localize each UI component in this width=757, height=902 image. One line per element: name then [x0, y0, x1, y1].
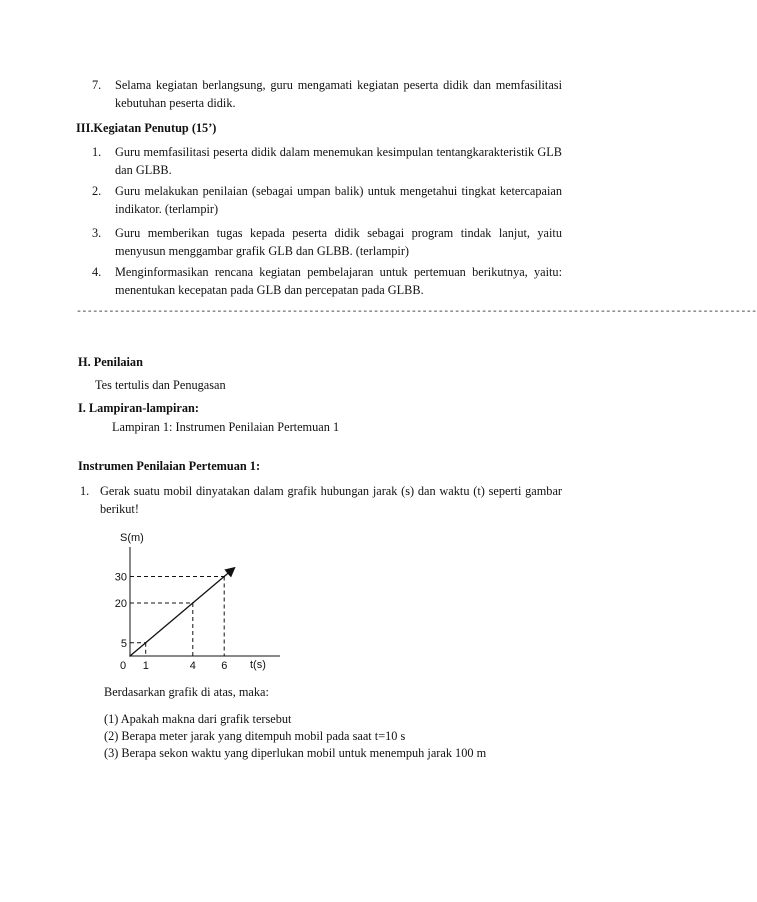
- y-tick-label-20: 20: [114, 598, 127, 610]
- y-axis-label: S(m): [120, 532, 144, 544]
- question-text: Gerak suatu mobil dinyatakan dalam grafik hubungan jarak (s) dan waktu (t) seperti gambar berikut!: [100, 484, 562, 516]
- item-text: Selama kegiatan berlangsung, guru mengamati kegiatan peserta didik dan memfasilitasi kebutuhan peserta didik.: [115, 78, 562, 110]
- kegiatan-item-7: [92, 76, 562, 112]
- instrumen-heading: Instrumen Penilaian Pertemuan 1:: [78, 459, 261, 473]
- question-number: 1.: [80, 484, 90, 498]
- data-point-4: [192, 602, 194, 604]
- item-number: 7.: [92, 78, 102, 92]
- penutup-item-3: [92, 224, 562, 260]
- x-axis-label: t(s): [250, 659, 266, 671]
- grafik-intro: Berdasarkan grafik di atas, maka:: [104, 685, 269, 699]
- subquestion-2: (2) Berapa meter jarak yang ditempuh mobil pada saat t=10 s: [104, 729, 406, 743]
- item-number: 4.: [92, 265, 102, 279]
- x-tick-label-6: 6: [221, 660, 228, 673]
- lampiran-text: Lampiran 1: Instrumen Penilaian Pertemuan 1: [112, 420, 340, 434]
- subquestion-1: (1) Apakah makna dari grafik tersebut: [104, 712, 292, 726]
- penutup-item-1: [92, 143, 562, 179]
- y-tick-label-5: 5: [120, 637, 127, 650]
- penilaian-text: Tes tertulis dan Penugasan: [95, 378, 226, 392]
- item-number: 2.: [92, 184, 102, 198]
- item-number: 3.: [92, 226, 102, 240]
- subquestion-3: (3) Berapa sekon waktu yang diperlukan mobil untuk menempuh jarak 100 m: [104, 746, 487, 760]
- data-point-6: [223, 576, 225, 578]
- item-text: Menginformasikan rencana kegiatan pembelajaran untuk pertemuan berikutnya, yaitu: menentukan kecepatan pada GLB dan percepatan pada GLBB.: [115, 265, 562, 297]
- lampiran-heading: I. Lampiran-lampiran:: [78, 401, 199, 415]
- x-tick-label-0: 0: [120, 660, 127, 673]
- penutup-heading: III.Kegiatan Penutup (15’): [76, 121, 217, 135]
- x-tick-label-1: 1: [142, 660, 149, 673]
- distance-time-chart: [100, 522, 300, 672]
- data-point-1: [145, 642, 147, 644]
- penilaian-heading: H. Penilaian: [78, 355, 143, 369]
- question-1: [76, 482, 562, 518]
- item-text: Guru memberikan tugas kepada peserta didik sebagai program tindak lanjut, yaitu menyusun menggambar grafik GLB dan GLBB. (terlampir): [115, 226, 562, 258]
- penutup-item-4: [92, 263, 562, 299]
- data-point-0: [129, 655, 131, 657]
- separator-line: ------------------------------------------------------------------------------------------------------------------------------: [76, 307, 757, 318]
- item-text: Guru melakukan penilaian (sebagai umpan balik) untuk mengetahui tingkat ketercapaian indikator. (terlampir): [115, 184, 562, 216]
- item-number: 1.: [92, 145, 102, 159]
- x-tick-label-4: 4: [189, 660, 196, 673]
- item-text: Guru memfasilitasi peserta didik dalam menemukan kesimpulan tentangkarakteristik GLB dan GLBB.: [115, 145, 562, 177]
- y-tick-label-30: 30: [114, 571, 127, 584]
- penutup-item-2: [92, 182, 562, 218]
